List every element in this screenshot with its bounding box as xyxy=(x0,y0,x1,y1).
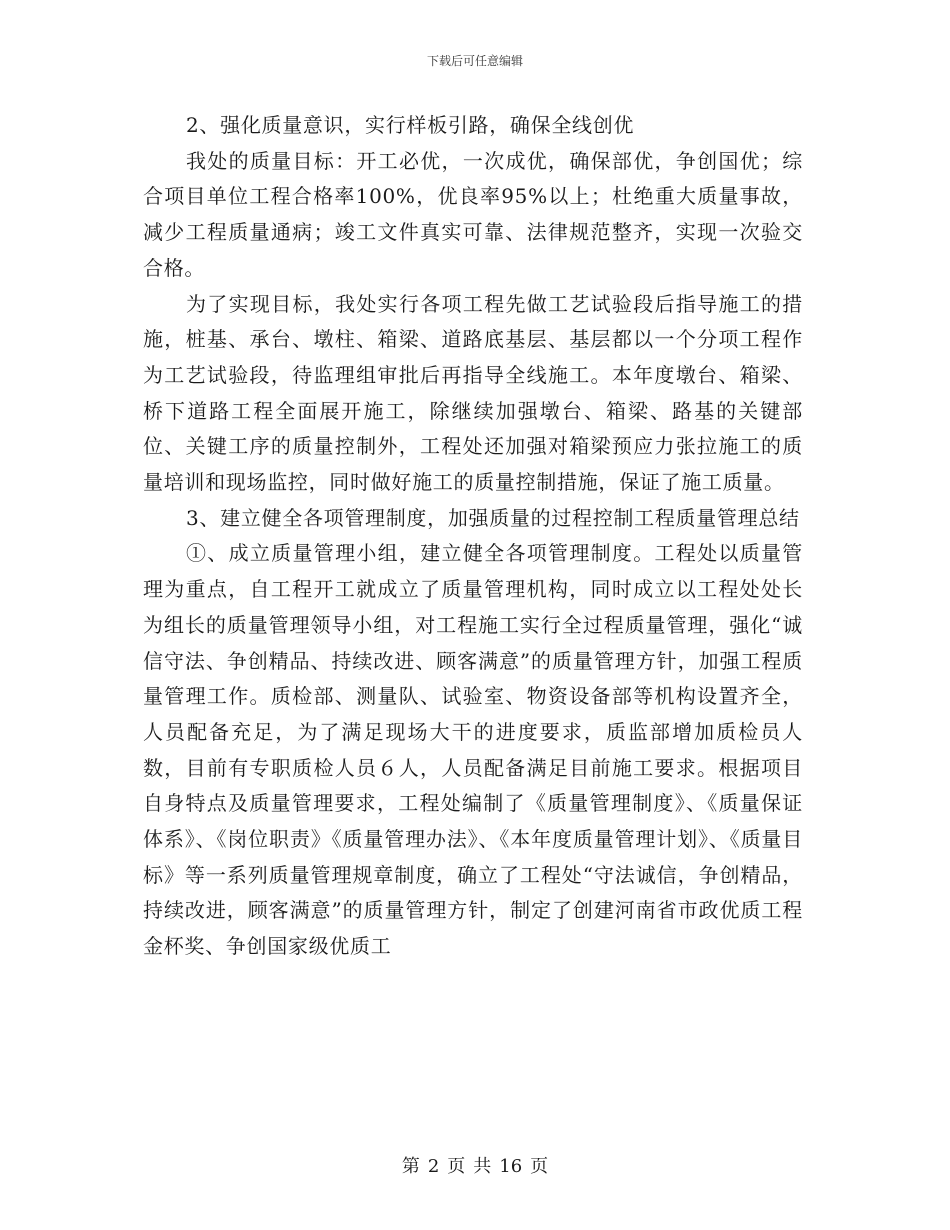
total-pages-number: 16 xyxy=(499,1156,523,1177)
section-heading-3: 3、建立健全各项管理制度，加强质量的过程控制工程质量管理总结 xyxy=(186,505,800,530)
paragraph-quality-goals: 我处的质量目标：开工必优，一次成优，确保部优，争创国优；综合项目单位工程合格率100%，优良率95%以上；杜绝重大质量事故，减少工程质量通病；竣工文件真实可靠、法律规范整齐，实现一次验交合格。 xyxy=(143,148,803,280)
footer-total-word: 共 xyxy=(473,1156,492,1177)
page-footer xyxy=(0,1152,950,1178)
page-header: 下载后可任意编辑 xyxy=(426,54,523,68)
footer-suffix: 页 xyxy=(530,1156,549,1177)
paragraph-management-group: ①、成立质量管理小组，建立健全各项管理制度。工程处以质量管理为重点，自工程开工就成立了质量管理机构，同时成立以工程处处长为组长的质量管理领导小组，对工程施工实行全过程质量管理，强化“诚信守法、争创精品、持续改进、顾客满意”的质量管理方针，加强工程质量管理工作。质检部、测量队、试验室、物资设备部等机构设置齐全，人员配备充足，为了满足现场大干的进度要求，质监部增加质检员人数，目前有专职质检人员６人，人员配备满足目前施工要求。根据项目自身特点及质量管理要求，工程处编制了《质量管理制度》、《质量保证体系》、《岗位职责》《质量管理办法》、《本年度质量管理计划》、《质量目标》等一系列质量管理规章制度，确立了工程处“守法诚信，争创精品，持续改进，顾客满意”的质量管理方针，制定了创建河南省市政优质工程金杯奖、争创国家级优质工 xyxy=(143,541,803,959)
section-heading-2: 2、强化质量意识，实行样板引路，确保全线创优 xyxy=(186,113,635,137)
footer-page-word: 页 xyxy=(447,1156,466,1177)
current-page-number: 2 xyxy=(427,1156,440,1177)
paragraph-trial-sections: 为了实现目标，我处实行各项工程先做工艺试验段后指导施工的措施，桩基、承台、墩柱、箱梁、道路底基层、基层都以一个分项工程作为工艺试验段，待监理组审批后再指导全线施工。本年度墩台、箱梁、桥下道路工程全面展开施工，除继续加强墩台、箱梁、路基的关键部位、关键工序的质量控制外，工程处还加强对箱梁预应力张拉施工的质量培训和现场监控，同时做好施工的质量控制措施，保证了施工质量。 xyxy=(143,291,803,495)
document-body xyxy=(143,108,803,965)
footer-prefix: 第 xyxy=(401,1156,420,1177)
